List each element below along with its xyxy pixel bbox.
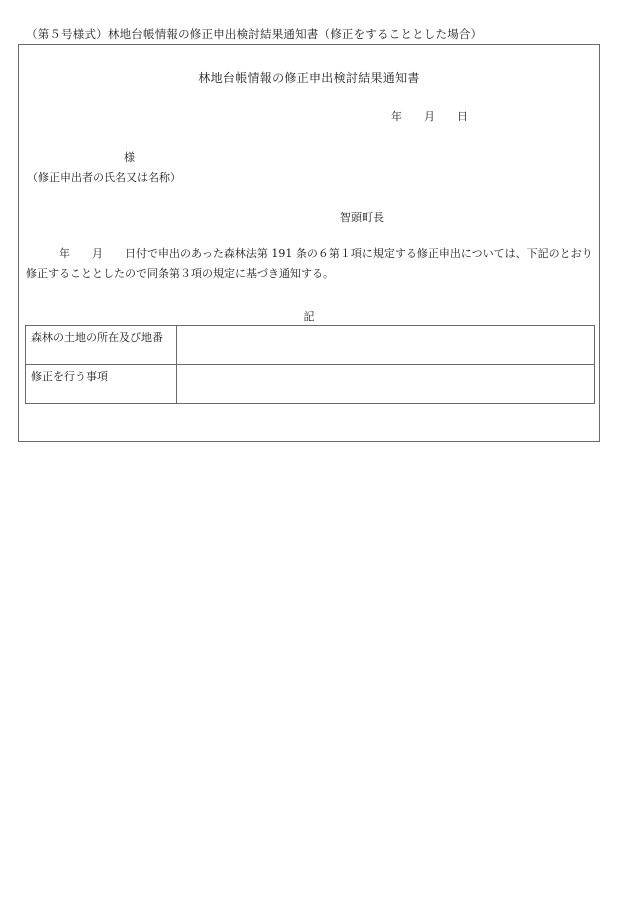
date-year-label: 年 [391,110,402,123]
table-row-value [177,326,595,365]
ki-heading: 記 [303,310,315,323]
table-row-value [177,365,595,404]
body-year-label: 年 [59,247,70,260]
body-month-label: 月 [92,247,103,260]
date-line [391,108,468,124]
table-row-label: 修正を行う事項 [26,365,177,404]
body-line-2: 修正することとしたので同条第３項の規定に基づき通知する。 [26,267,334,280]
sender-name: 智頭町長 [340,211,384,224]
form-label: （第５号様式）林地台帳情報の修正申出検討結果通知書（修正をすることとした場合） [26,27,483,41]
document-frame [18,44,600,442]
table-row-label: 森林の土地の所在及び地番 [26,326,177,365]
addressee-note: （修正申出者の氏名又は名称） [27,171,181,184]
addressee-honorific: 様 [124,151,135,164]
body-text [26,244,596,284]
date-day-label: 日 [457,110,468,123]
body-line-1-text: 日付で申出のあった森林法第 191 条の６第１項に規定する修正申出については、下記のとおり [125,247,593,260]
document-title: 林地台帳情報の修正申出検討結果通知書 [198,71,420,85]
detail-table [25,325,595,404]
body-line-1 [26,244,596,264]
table-row [26,326,595,365]
date-month-label: 月 [424,110,435,123]
table-row [26,365,595,404]
